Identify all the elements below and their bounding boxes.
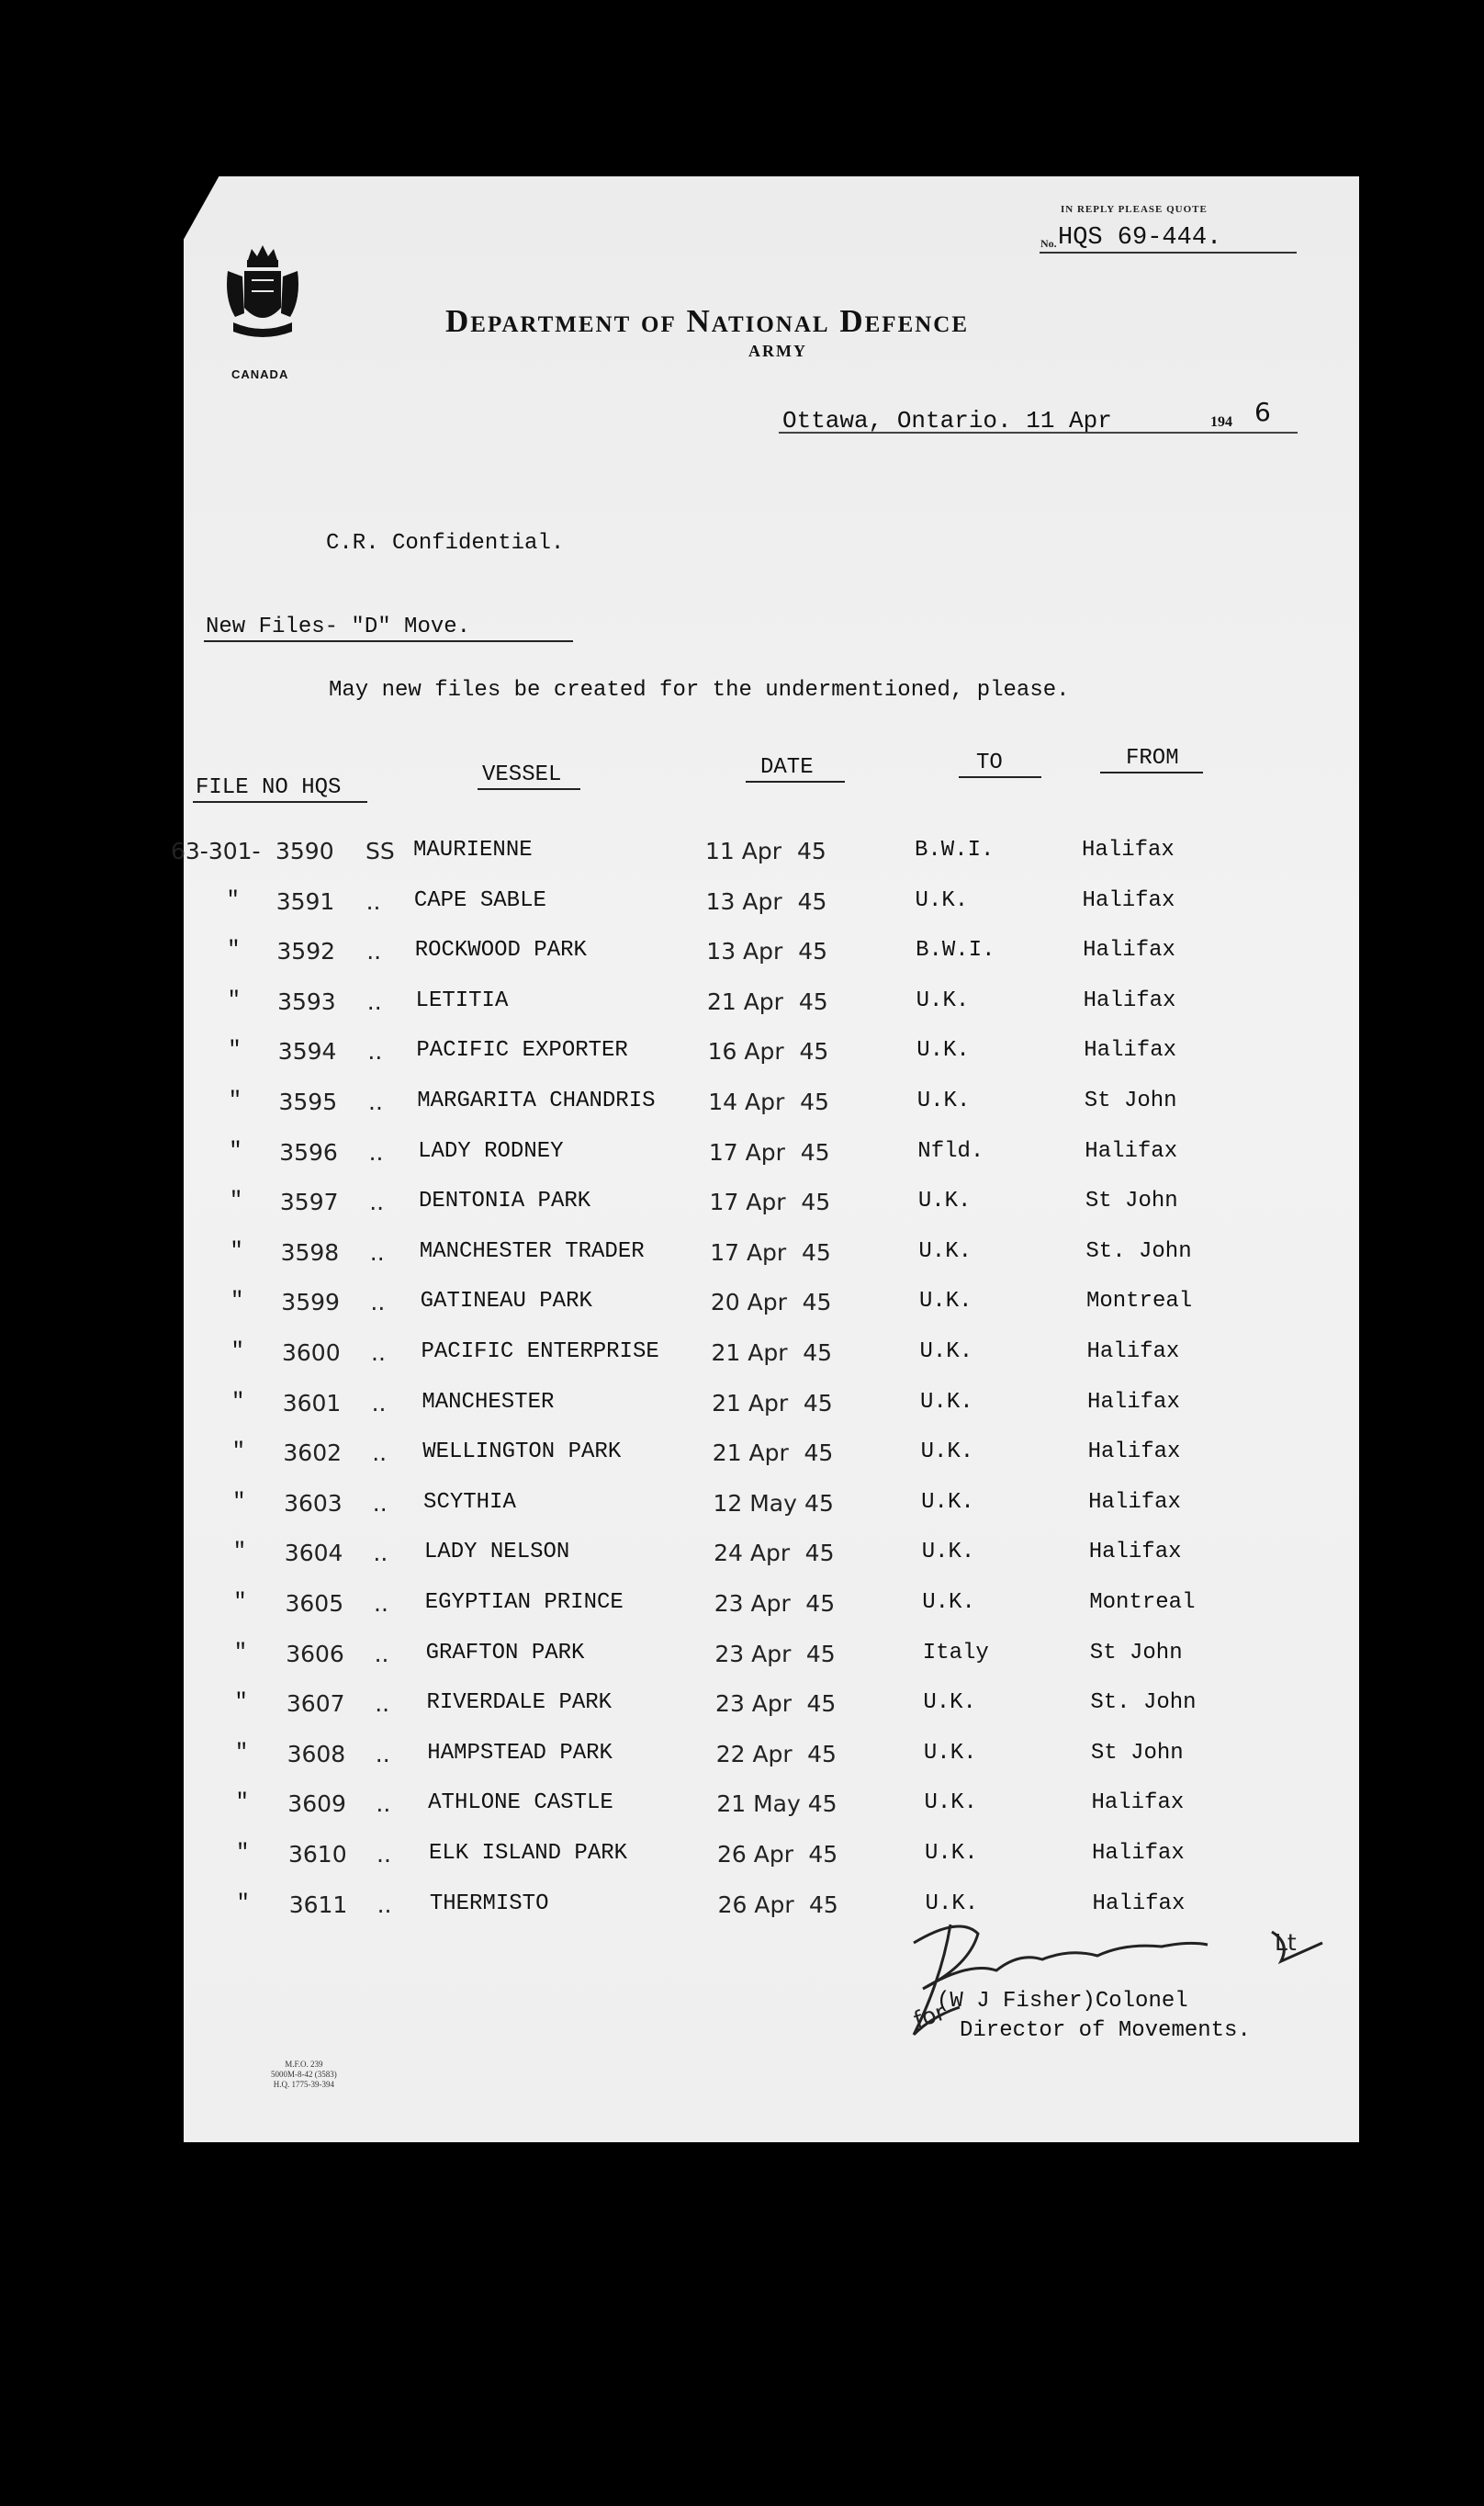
row-date: 23 Apr (715, 1690, 793, 1718)
row-vessel: MAURIENNE (413, 838, 533, 863)
row-date: 21 May (716, 1790, 801, 1818)
row-year: 45 (798, 938, 828, 965)
row-from: Halifax (1082, 887, 1175, 913)
country-label: CANADA (231, 367, 289, 381)
row-mark: .. (373, 1540, 388, 1567)
row-from: Halifax (1092, 1841, 1185, 1866)
row-file-number: 3592 (276, 938, 336, 965)
row-mark: .. (365, 887, 381, 915)
year-printed: 194 (1210, 414, 1232, 430)
row-to: B.W.I. (916, 938, 995, 964)
row-vessel: LETITIA (415, 988, 509, 1013)
row-year: 45 (808, 1841, 838, 1868)
row-date: 23 Apr (714, 1640, 792, 1667)
row-file-number: 3610 (288, 1841, 347, 1868)
row-file-number: 3608 (287, 1740, 346, 1767)
row-file-number: 3598 (280, 1238, 340, 1266)
row-vessel: PACIFIC ENTERPRISE (421, 1339, 659, 1364)
column-header: DATE (760, 755, 814, 780)
row-mark: .. (374, 1590, 388, 1617)
row-mark: .. (376, 1790, 391, 1818)
row-file-number: 3604 (284, 1540, 343, 1567)
row-ditto-mark: " (236, 1841, 250, 1866)
row-mark: .. (366, 988, 382, 1015)
row-date: 12 May (713, 1489, 797, 1517)
row-ditto-mark: " (233, 1640, 248, 1665)
row-from: St John (1085, 1189, 1178, 1214)
row-to: Italy (922, 1640, 989, 1665)
row-to: U.K. (918, 1289, 972, 1315)
row-ditto-mark: " (233, 1590, 247, 1615)
row-ditto-mark: " (236, 1891, 250, 1916)
column-header-underline (1100, 772, 1203, 773)
row-from: Halifax (1084, 1038, 1177, 1064)
row-vessel: DENTONIA PARK (418, 1189, 591, 1214)
row-to: U.K. (921, 1540, 975, 1565)
request-line: May new files be created for the undermentioned, please. (329, 678, 1070, 703)
row-to: Nfld. (917, 1138, 984, 1164)
row-file-number: 3603 (284, 1489, 343, 1517)
row-from: St. John (1085, 1238, 1192, 1264)
row-vessel: LADY RODNEY (418, 1138, 564, 1164)
row-date: 13 Apr (705, 887, 782, 915)
row-vessel: ROCKWOOD PARK (414, 938, 587, 964)
row-vessel: SCYTHIA (423, 1489, 516, 1515)
row-file-number: 3601 (282, 1389, 342, 1417)
row-to: U.K. (925, 1891, 979, 1916)
dateline-underline (779, 432, 1298, 434)
row-from: St. John (1090, 1690, 1197, 1716)
row-vessel: GATINEAU PARK (420, 1289, 592, 1315)
row-ditto-mark: " (230, 1339, 244, 1364)
subject-underline (204, 640, 573, 642)
row-year: 45 (801, 1189, 831, 1216)
row-from: Halifax (1088, 1489, 1181, 1515)
row-from: Halifax (1091, 1790, 1185, 1816)
row-year: 45 (797, 887, 827, 915)
subject-line: New Files- "D" Move. (206, 615, 471, 639)
row-from: Halifax (1083, 988, 1176, 1013)
row-from: Halifax (1087, 1389, 1180, 1415)
row-from: Montreal (1089, 1590, 1196, 1615)
row-vessel: ELK ISLAND PARK (429, 1841, 628, 1866)
row-mark: .. (377, 1841, 391, 1868)
classification-line: C.R. Confidential. (326, 531, 565, 556)
row-from: Halifax (1082, 838, 1175, 863)
row-year: 45 (798, 988, 828, 1015)
signature-for: for (910, 1998, 950, 2034)
column-header-underline (959, 776, 1041, 778)
column-header-underline (193, 801, 367, 803)
row-file-number: 3590 (275, 838, 334, 864)
column-header: FROM (1126, 746, 1179, 771)
reference-no-label: No. (1040, 237, 1057, 250)
row-mark: .. (375, 1740, 390, 1767)
row-year: 45 (801, 1238, 831, 1266)
row-date: 26 Apr (717, 1891, 794, 1918)
row-to: U.K. (922, 1590, 975, 1615)
row-date: 26 Apr (717, 1841, 794, 1868)
row-file-number: 3606 (286, 1640, 344, 1667)
row-year: 45 (809, 1891, 838, 1918)
row-file-number: 3609 (287, 1790, 346, 1818)
row-file-number: 3591 (275, 887, 335, 915)
row-vessel: GRAFTON PARK (425, 1640, 585, 1665)
row-year: 45 (804, 1439, 834, 1467)
row-to: U.K. (916, 988, 970, 1013)
row-mark: .. (370, 1289, 386, 1316)
row-ditto-mark: " (228, 1089, 242, 1113)
row-file-number: 3596 (279, 1138, 338, 1166)
row-ditto-mark: " (231, 1389, 245, 1415)
row-vessel: PACIFIC EXPORTER (416, 1038, 628, 1064)
row-mark: .. (372, 1439, 388, 1467)
row-file-prefix: 63-301- (171, 838, 261, 864)
row-mark: .. (369, 1189, 385, 1216)
branch-title: ARMY (748, 342, 807, 360)
row-to: U.K. (925, 1841, 978, 1866)
row-year: 45 (804, 1540, 835, 1567)
row-vessel: WELLINGTON PARK (422, 1439, 622, 1465)
row-year: 45 (806, 1690, 837, 1718)
row-ditto-mark: " (234, 1690, 248, 1716)
row-year: 45 (797, 838, 826, 864)
row-vessel: MARGARITA CHANDRIS (417, 1089, 656, 1113)
signature-rank: Lt (1275, 1929, 1297, 1956)
row-date: 22 Apr (715, 1740, 793, 1767)
row-date: 21 Apr (706, 988, 783, 1015)
row-to: B.W.I. (915, 838, 995, 863)
row-mark: .. (375, 1690, 390, 1718)
row-to: U.K. (923, 1690, 976, 1716)
row-from: Halifax (1092, 1891, 1186, 1916)
row-vessel: THERMISTO (429, 1891, 549, 1916)
row-vessel: ATHLONE CASTLE (428, 1790, 613, 1816)
row-mark: SS (365, 838, 395, 864)
row-mark: .. (368, 1138, 384, 1166)
column-header-underline (478, 788, 580, 790)
form-note-line: H.Q. 1775-39-394 (273, 2080, 334, 2089)
row-vessel: CAPE SABLE (413, 887, 546, 913)
row-date: 11 Apr (705, 838, 782, 864)
row-ditto-mark: " (229, 1138, 242, 1164)
row-vessel: MANCHESTER TRADER (419, 1238, 645, 1264)
place-date: Ottawa, Ontario. 11 Apr (782, 407, 1112, 435)
row-mark: .. (368, 1089, 383, 1115)
row-year: 45 (804, 1489, 834, 1517)
row-date: 14 Apr (708, 1089, 785, 1115)
row-ditto-mark: " (234, 1740, 249, 1766)
row-year: 45 (803, 1389, 833, 1417)
row-to: U.K. (917, 1189, 972, 1214)
row-year: 45 (800, 1089, 829, 1115)
row-year: 45 (800, 1138, 830, 1166)
row-vessel: EGYPTIAN PRINCE (424, 1590, 624, 1615)
row-year: 45 (803, 1339, 832, 1366)
row-ditto-mark: " (228, 1038, 242, 1064)
row-from: St John (1084, 1089, 1177, 1113)
row-mark: .. (371, 1339, 386, 1366)
year-handwritten: 6 (1254, 397, 1271, 427)
row-mark: .. (369, 1238, 385, 1266)
reference-underline (1040, 252, 1297, 254)
row-to: U.K. (923, 1740, 977, 1766)
row-to: U.K. (920, 1439, 974, 1465)
signatory-title: Director of Movements. (960, 2018, 1251, 2043)
row-ditto-mark: " (232, 1540, 247, 1565)
row-date: 21 Apr (712, 1439, 789, 1467)
row-date: 23 Apr (714, 1590, 791, 1617)
row-mark: .. (366, 938, 382, 965)
row-from: Halifax (1088, 1540, 1182, 1565)
row-ditto-mark: " (235, 1790, 249, 1816)
column-header: VESSEL (482, 762, 562, 787)
row-date: 20 Apr (710, 1289, 787, 1316)
row-year: 45 (807, 1740, 837, 1767)
row-file-number: 3602 (283, 1439, 343, 1467)
row-vessel: RIVERDALE PARK (426, 1690, 613, 1716)
row-ditto-mark: " (230, 1238, 243, 1264)
canada-coat-of-arms-icon (220, 243, 305, 344)
row-date: 17 Apr (708, 1138, 785, 1166)
row-from: Halifax (1086, 1339, 1180, 1364)
row-file-number: 3595 (278, 1089, 338, 1115)
form-note-line: 5000M-8-42 (3583) (271, 2070, 337, 2079)
row-ditto-mark: " (229, 1189, 243, 1214)
row-date: 17 Apr (710, 1238, 787, 1266)
row-from: Halifax (1087, 1439, 1181, 1465)
row-to: U.K. (916, 1038, 970, 1064)
row-year: 45 (807, 1790, 838, 1818)
row-mark: .. (367, 1038, 383, 1066)
row-from: St John (1089, 1640, 1183, 1665)
form-note (271, 2060, 337, 2090)
row-date: 17 Apr (709, 1189, 786, 1216)
row-year: 45 (805, 1640, 836, 1667)
signatory-name: (W J Fisher)Colonel (937, 1989, 1188, 2014)
row-vessel: LADY NELSON (423, 1540, 570, 1565)
row-to: U.K. (921, 1489, 974, 1515)
row-file-number: 3611 (288, 1891, 348, 1918)
row-file-number: 3593 (277, 988, 336, 1015)
row-ditto-mark: " (231, 1439, 245, 1465)
row-from: St John (1090, 1740, 1184, 1766)
row-file-number: 3600 (282, 1339, 341, 1366)
row-year: 45 (805, 1590, 836, 1617)
row-mark: .. (377, 1891, 392, 1918)
column-header-underline (746, 781, 845, 783)
row-file-number: 3594 (277, 1038, 337, 1066)
row-to: U.K. (920, 1389, 973, 1415)
row-ditto-mark: " (227, 988, 242, 1013)
row-file-number: 3599 (281, 1289, 340, 1316)
row-vessel: HAMPSTEAD PARK (427, 1740, 613, 1766)
reference-number: HQS 69-444. (1058, 224, 1222, 252)
row-mark: .. (371, 1389, 387, 1417)
row-mark: .. (372, 1489, 388, 1517)
row-ditto-mark: " (226, 887, 240, 913)
row-vessel: MANCHESTER (422, 1389, 555, 1415)
row-date: 21 Apr (712, 1389, 789, 1417)
column-header: FILE NO HQS (196, 775, 342, 800)
column-header: TO (976, 751, 1003, 775)
row-from: Montreal (1085, 1289, 1193, 1315)
row-year: 45 (799, 1038, 829, 1066)
row-date: 16 Apr (707, 1038, 784, 1066)
row-to: U.K. (916, 1089, 971, 1113)
row-date: 13 Apr (706, 938, 783, 965)
row-from: Halifax (1085, 1138, 1178, 1164)
row-mark: .. (374, 1640, 389, 1667)
row-date: 21 Apr (711, 1339, 788, 1366)
row-year: 45 (802, 1289, 832, 1316)
row-to: U.K. (918, 1238, 972, 1264)
row-ditto-mark: " (230, 1289, 244, 1315)
row-to: U.K. (924, 1790, 978, 1816)
reply-note: IN REPLY PLEASE QUOTE (1061, 204, 1208, 215)
row-from: Halifax (1083, 938, 1175, 964)
row-file-number: 3597 (279, 1189, 339, 1216)
row-date: 24 Apr (714, 1540, 791, 1567)
row-file-number: 3607 (286, 1690, 345, 1718)
row-to: U.K. (919, 1339, 973, 1364)
row-file-number: 3605 (285, 1590, 344, 1617)
row-to: U.K. (915, 887, 969, 913)
form-note-line: M.F.O. 239 (285, 2060, 323, 2069)
department-title: Department of National Defence (445, 303, 970, 339)
row-ditto-mark: " (227, 938, 241, 964)
row-ditto-mark: " (232, 1489, 246, 1515)
